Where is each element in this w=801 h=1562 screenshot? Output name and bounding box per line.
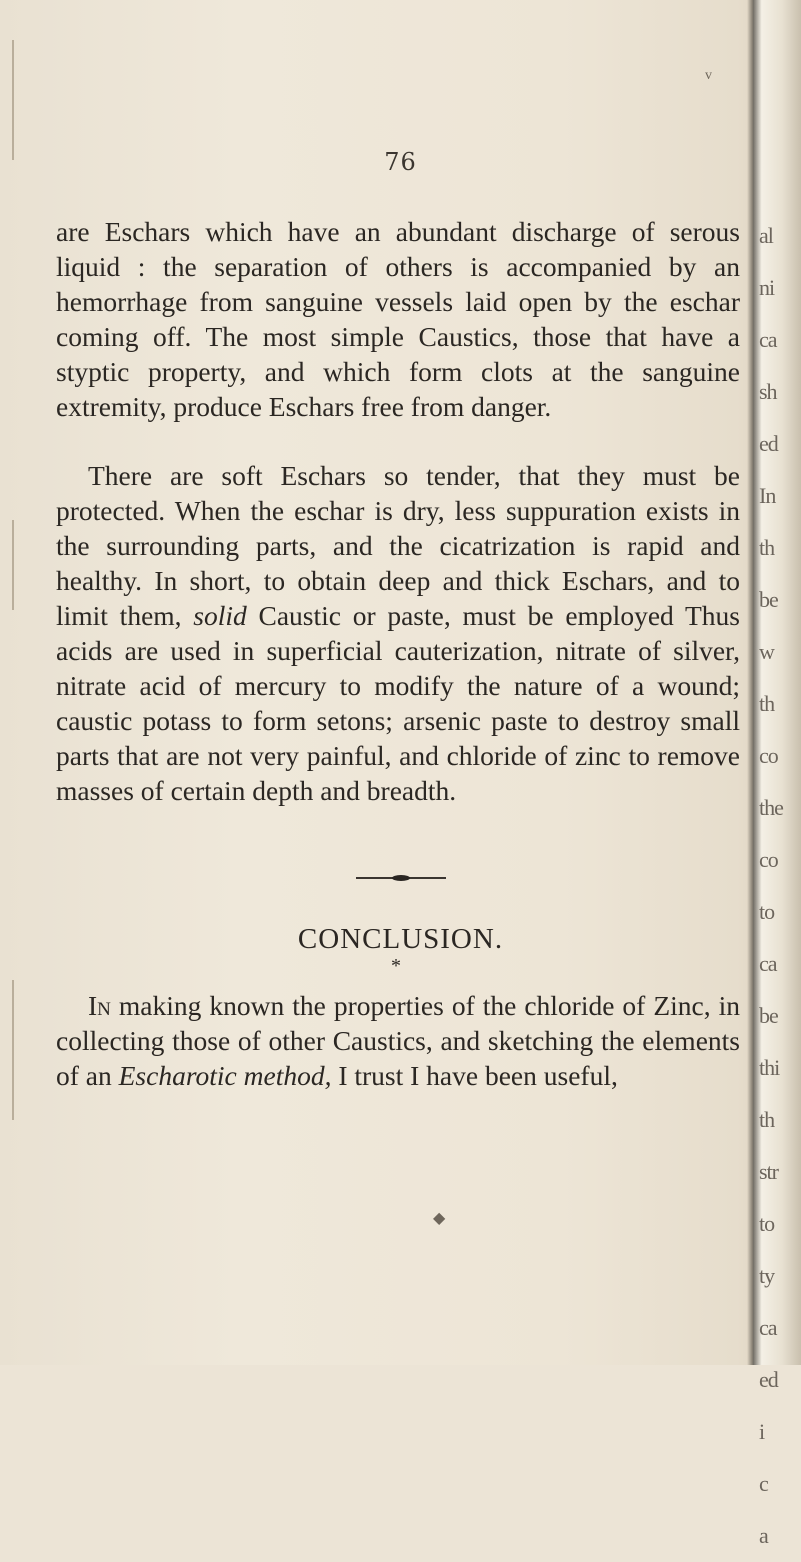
paragraph-3-tail: I trust I have been useful, bbox=[338, 1060, 618, 1091]
paragraph-2-italic: solid bbox=[193, 600, 247, 631]
heading-asterisk: * bbox=[391, 955, 401, 977]
facing-page-fragment: co bbox=[759, 847, 778, 872]
paragraph-3-body: making known the properties of the chloride of Zinc, in collecting those of other Caustics, and sketching the elements of an bbox=[56, 990, 741, 1091]
facing-page-fragment: w bbox=[759, 639, 774, 664]
margin-mark-top: v bbox=[705, 68, 712, 83]
facing-page-fragment: be bbox=[759, 1003, 778, 1028]
facing-page-fragment: c bbox=[759, 1471, 768, 1496]
margin-mark-bottom: ◆ bbox=[433, 1210, 446, 1227]
facing-page-fragment: ed bbox=[759, 431, 778, 456]
paragraph-3 bbox=[56, 988, 740, 1093]
facing-page-fragment: be bbox=[759, 587, 778, 612]
facing-page-fragment: i bbox=[759, 1419, 765, 1444]
facing-page-fragment: In bbox=[759, 483, 776, 508]
facing-page-fragment: ca bbox=[759, 951, 777, 976]
paper-edge-mark bbox=[12, 520, 14, 610]
facing-page-fragment: th bbox=[759, 535, 775, 560]
facing-page-fragment: to bbox=[759, 1211, 775, 1236]
facing-page-fragment: al bbox=[759, 223, 773, 248]
facing-page-edge bbox=[753, 0, 801, 1548]
page-number: 76 bbox=[384, 148, 417, 176]
facing-page-fragment: co bbox=[759, 743, 778, 768]
facing-page-fragment: sh bbox=[759, 379, 777, 404]
facing-page-fragment: str bbox=[759, 1159, 778, 1184]
facing-page-fragment: the bbox=[759, 795, 783, 820]
facing-page-fragment: ty bbox=[759, 1263, 775, 1288]
facing-page-fragment: th bbox=[759, 1107, 775, 1132]
section-divider bbox=[356, 877, 446, 879]
facing-page-fragment: to bbox=[759, 899, 775, 924]
paragraph-3-lead-in: In bbox=[88, 990, 111, 1021]
facing-page-fragment: ed bbox=[759, 1367, 778, 1392]
facing-page-fragment: a bbox=[759, 1523, 768, 1548]
paragraph-2 bbox=[56, 458, 740, 808]
facing-page-fragments bbox=[759, 210, 795, 1562]
paper-edge-mark bbox=[12, 980, 14, 1120]
section-heading: CONCLUSION. bbox=[297, 923, 504, 955]
paper-edge-mark bbox=[12, 40, 14, 160]
facing-page-fragment: thi bbox=[759, 1055, 780, 1080]
facing-page-fragment: ca bbox=[759, 327, 777, 352]
paragraph-3-italic: Escharotic method, bbox=[118, 1060, 332, 1091]
facing-page-fragment: ca bbox=[759, 1315, 777, 1340]
paragraph-2-text-b: Caustic or paste, must be employed Thus acids are used in superficial cauterization, nitrate of silver, nitrate acid of mercury to modify the nature of a wound; caustic potass to form setons; arsenic paste to destroy small parts that are not very painful, and chloride of zinc to remove masses of certain depth and breadth. bbox=[56, 600, 741, 806]
paragraph-1: are Eschars which have an abundant discharge of serous liquid : the separation of others is accompanied by an hemorrhage from sanguine vessels laid open by the eschar coming off. The most simple Caustics, those that have a styptic property, and which form clots at the sanguine extremity, produce Eschars free from danger. bbox=[56, 216, 740, 422]
paragraph-2-text-a: There are soft Eschars so tender, that they must be protected. When the eschar is dry, less suppuration exists in the surrounding parts, and the cicatrization is rapid and healthy. In short, to obtain deep and thick Eschars, and to limit them, bbox=[56, 460, 740, 631]
facing-page-fragment: ni bbox=[759, 275, 775, 300]
facing-page-fragment: th bbox=[759, 691, 775, 716]
